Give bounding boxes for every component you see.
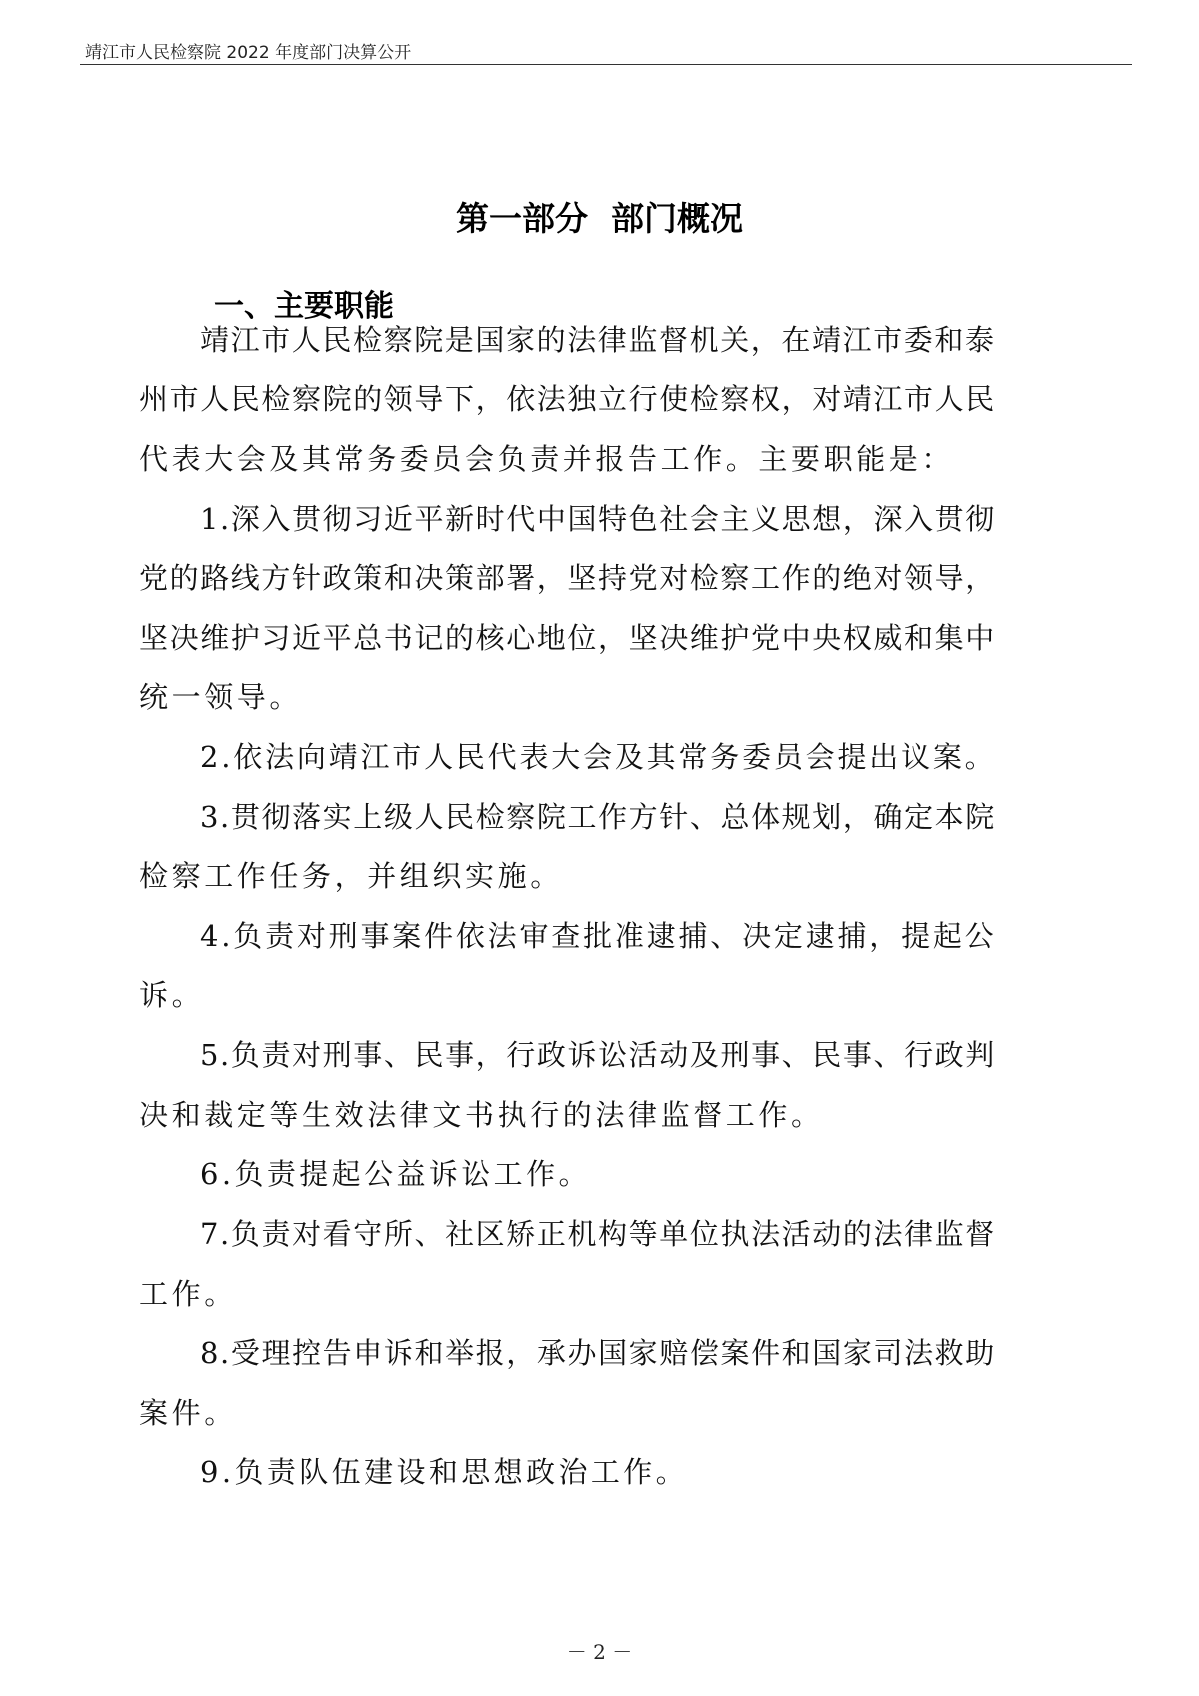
page-number: － 2 － xyxy=(566,1640,633,1664)
body-line: 州市人民检察院的领导下，依法独立行使检察权，对靖江市人民 xyxy=(139,382,996,416)
body-line: 5.负责对刑事、民事，行政诉讼活动及刑事、民事、行政判 xyxy=(200,1038,996,1072)
body-line: 3.贯彻落实上级人民检察院工作方针、总体规划，确定本院 xyxy=(200,800,996,834)
section-heading: 一、主要职能 xyxy=(214,289,394,324)
body-line: 4.负责对刑事案件依法审查批准逮捕、决定逮捕，提起公 xyxy=(200,919,997,953)
body-line: 1.深入贯彻习近平新时代中国特色社会主义思想，深入贯彻 xyxy=(200,502,996,536)
body-line: 党的路线方针政策和决策部署，坚持党对检察工作的绝对领导， xyxy=(139,561,996,595)
body-line: 9.负责队伍建设和思想政治工作。 xyxy=(200,1455,689,1489)
body-line: 案件。 xyxy=(139,1396,237,1430)
body-line: 坚决维护习近平总书记的核心地位，坚决维护党中央权威和集中 xyxy=(139,621,996,655)
running-header: 靖江市人民检察院 2022 年度部门决算公开 xyxy=(85,43,412,63)
body-line: 代表大会及其常务委员会负责并报告工作。主要职能是： xyxy=(139,442,955,476)
body-line: 诉。 xyxy=(139,978,205,1012)
body-line: 7.负责对看守所、社区矫正机构等单位执法活动的法律监督 xyxy=(200,1217,996,1251)
body-line: 2.依法向靖江市人民代表大会及其常务委员会提出议案。 xyxy=(200,740,997,774)
header-rule xyxy=(80,64,1132,65)
body-line: 检察工作任务，并组织实施。 xyxy=(139,859,563,893)
part-title: 第一部分 部门概况 xyxy=(456,199,743,238)
body-line: 统一领导。 xyxy=(139,680,303,714)
body-line: 靖江市人民检察院是国家的法律监督机关，在靖江市委和泰 xyxy=(200,323,996,357)
body-line: 决和裁定等生效法律文书执行的法律监督工作。 xyxy=(139,1098,824,1132)
body-line: 8.受理控告申诉和举报，承办国家赔偿案件和国家司法救助 xyxy=(200,1336,996,1370)
body-line: 6.负责提起公益诉讼工作。 xyxy=(200,1157,591,1191)
body-line: 工作。 xyxy=(139,1277,237,1311)
